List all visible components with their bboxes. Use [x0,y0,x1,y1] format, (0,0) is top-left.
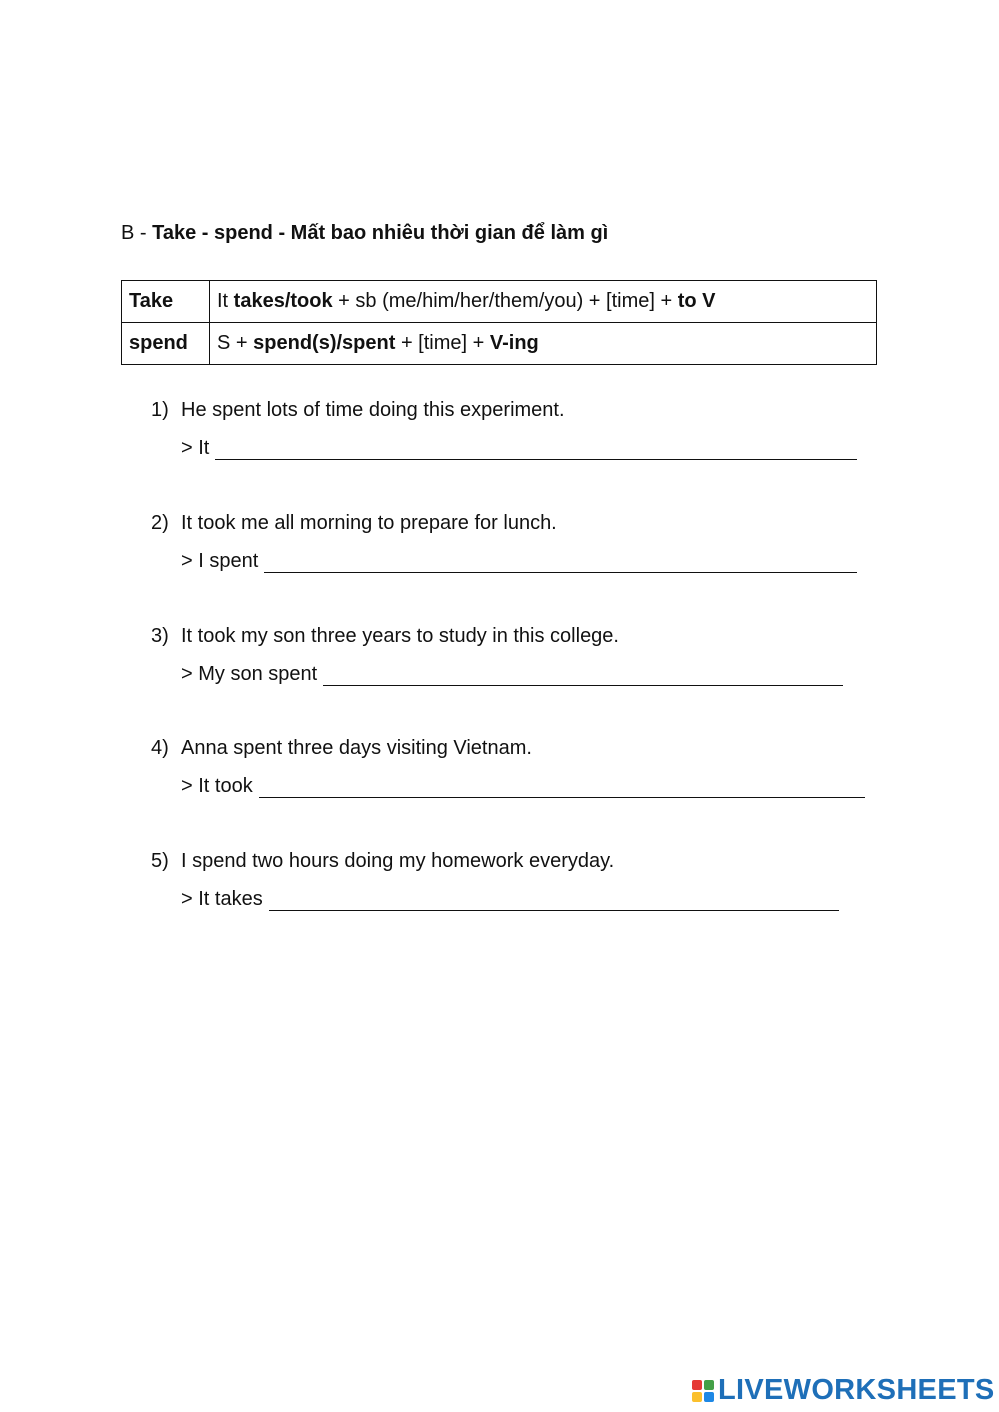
answer-prompt: > My son spent [181,663,318,685]
formula-part: S + [217,332,254,354]
exercise-number: 3) [151,625,169,647]
grammar-table [121,280,877,365]
answer-blank[interactable] [259,777,865,798]
exercise-sentence [151,737,532,760]
exercise-sentence [151,512,557,535]
section-title: Take - spend - Mất bao nhiêu thời gian để làm gì [152,222,609,244]
answer-row [181,437,857,460]
answer-blank[interactable] [264,552,857,573]
exercise-text: It took my son three years to study in this college. [181,625,619,647]
formula-part-bold: spend(s)/spent [253,332,396,354]
exercise-text: He spent lots of time doing this experiment. [181,399,565,421]
exercise-number: 4) [151,737,169,759]
answer-row [181,775,865,798]
formula-part-bold: V-ing [489,332,539,354]
exercise-sentence [151,850,614,873]
exercise-sentence [151,625,619,648]
grammar-formula [210,281,877,323]
exercise-number: 1) [151,399,169,421]
formula-part-bold: to V [677,290,716,312]
liveworksheets-icon [692,1380,714,1402]
formula-part: + [time] + [395,332,490,354]
exercise-number: 2) [151,512,169,534]
grammar-key: Take [122,281,210,323]
answer-row [181,550,857,573]
answer-prompt: > It takes [181,888,263,910]
formula-part: It [217,290,234,312]
grammar-row-spend [122,323,877,365]
formula-part-bold: takes/took [233,290,333,312]
logo-tile [704,1380,714,1390]
answer-blank[interactable] [215,439,857,460]
answer-blank[interactable] [323,665,843,686]
exercise-number: 5) [151,850,169,872]
grammar-formula [210,323,877,365]
answer-row [181,663,843,686]
exercise-text: I spend two hours doing my homework everyday. [181,850,615,872]
grammar-key: spend [122,323,210,365]
answer-prompt: > It [181,437,210,459]
logo-tile [692,1392,702,1402]
answer-blank[interactable] [269,890,839,911]
answer-row [181,888,839,911]
brand-name: LIVEWORKSHEETS [718,1374,995,1406]
formula-part: + sb (me/him/her/them/you) + [time] + [332,290,678,312]
exercise-text: It took me all morning to prepare for lunch. [181,512,557,534]
liveworksheets-logo [692,1374,995,1407]
answer-prompt: > It took [181,775,253,797]
logo-tile [692,1380,702,1390]
logo-tile [704,1392,714,1402]
grammar-row-take [122,281,877,323]
exercise-sentence [151,399,565,422]
exercise-text: Anna spent three days visiting Vietnam. [181,737,532,759]
section-heading [121,222,608,245]
answer-prompt: > I spent [181,550,259,572]
section-prefix: B - [121,222,153,244]
